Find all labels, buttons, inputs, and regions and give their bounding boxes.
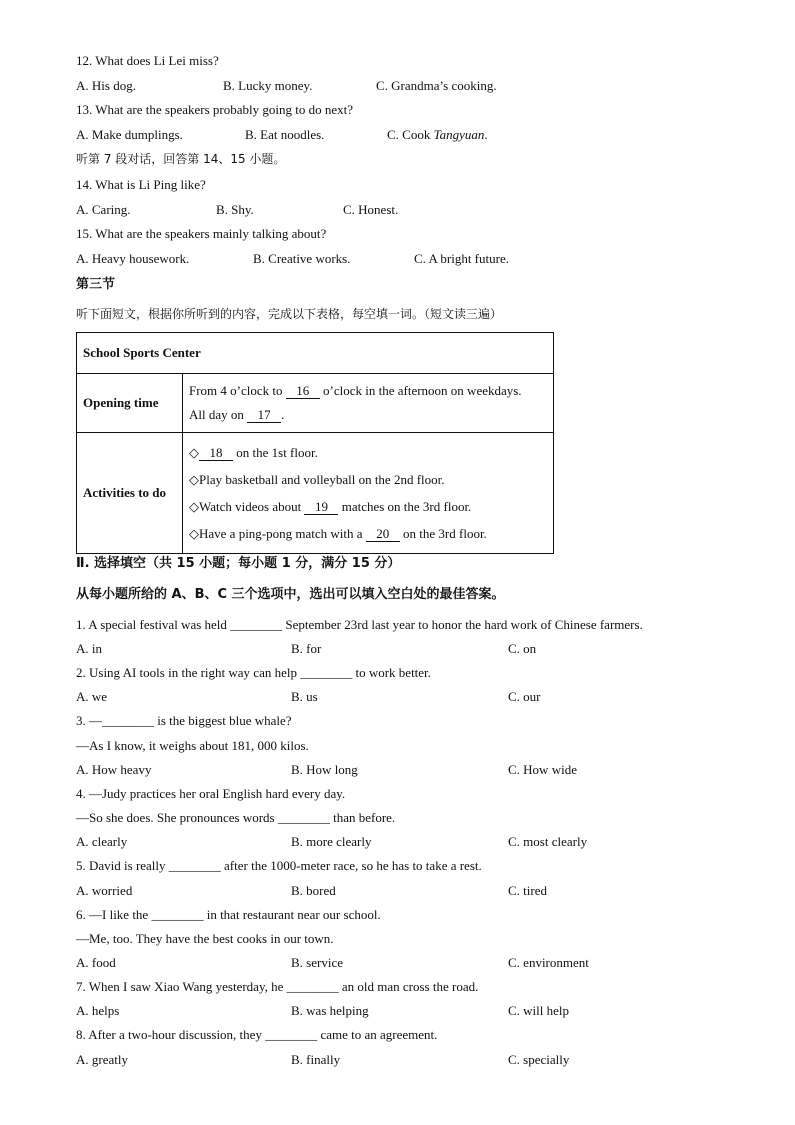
mc-8-option-c: C. specially bbox=[508, 1052, 570, 1067]
mc-8-stem: 8. After a two-hour discussion, they ________ came to an agreement. bbox=[76, 1027, 438, 1042]
instruction-dialog-7: 听第 7 段对话，回答第 14、15 小题。 bbox=[76, 152, 286, 166]
question-15-option-a: A. Heavy housework. bbox=[76, 251, 190, 266]
mc-2-option-c: C. our bbox=[508, 689, 541, 704]
question-13-option-a: A. Make dumplings. bbox=[76, 127, 183, 142]
mc-5-option-b: B. bored bbox=[291, 883, 336, 898]
question-14-option-c: C. Honest. bbox=[343, 202, 399, 217]
mc-6-stem: 6. —I like the ________ in that restaurant near our school. bbox=[76, 907, 381, 922]
table-title: School Sports Center bbox=[77, 333, 554, 374]
mc-3-option-a: A. How heavy bbox=[76, 762, 152, 777]
question-12: 12. What does Li Lei miss? bbox=[76, 53, 219, 68]
mc-2-stem: 2. Using AI tools in the right way can help ________ to work better. bbox=[76, 665, 431, 680]
mc-1-option-b: B. for bbox=[291, 641, 322, 656]
question-12-option-a: A. His dog. bbox=[76, 78, 136, 93]
blank-17[interactable]: 17 bbox=[247, 408, 281, 423]
mc-8-option-a: A. greatly bbox=[76, 1052, 128, 1067]
question-15: 15. What are the speakers mainly talking about? bbox=[76, 226, 327, 241]
sports-center-table bbox=[76, 332, 554, 554]
mc-2-option-b: B. us bbox=[291, 689, 318, 704]
mc-8-option-b: B. finally bbox=[291, 1052, 341, 1067]
question-12-option-b: B. Lucky money. bbox=[223, 78, 313, 93]
question-13: 13. What are the speakers probably going to do next? bbox=[76, 102, 354, 117]
part-2-title: Ⅱ. 选择填空（共 15 小题；每小题 1 分，满分 15 分） bbox=[76, 556, 401, 571]
blank-16[interactable]: 16 bbox=[286, 384, 320, 399]
mc-6-option-a: A. food bbox=[76, 955, 116, 970]
mc-3-option-c: C. How wide bbox=[508, 762, 577, 777]
mc-3-stem-2: —As I know, it weighs about 181, 000 kilos. bbox=[76, 738, 309, 753]
mc-4-option-c: C. most clearly bbox=[508, 834, 588, 849]
question-14-option-b: B. Shy. bbox=[216, 202, 254, 217]
question-13-option-c: C. Cook Tangyuan. bbox=[387, 127, 488, 142]
opening-time-label: Opening time bbox=[77, 374, 183, 433]
question-13-option-b: B. Eat noodles. bbox=[245, 127, 325, 142]
mc-5-stem: 5. David is really ________ after the 1000-meter race, so he has to take a rest. bbox=[76, 858, 482, 873]
section-3-instruction: 听下面短文，根据你所听到的内容，完成以下表格，每空填一词。（短文读三遍） bbox=[76, 307, 503, 321]
mc-4-option-a: A. clearly bbox=[76, 834, 128, 849]
activities-cell bbox=[183, 433, 554, 554]
activity-line-4: ◇Have a ping-pong match with a 20 on the 3rd floor. bbox=[189, 526, 487, 541]
mc-7-stem: 7. When I saw Xiao Wang yesterday, he ________ an old man cross the road. bbox=[76, 979, 479, 994]
blank-19[interactable]: 19 bbox=[304, 500, 338, 515]
question-15-option-b: B. Creative works. bbox=[253, 251, 351, 266]
mc-4-stem: 4. —Judy practices her oral English hard every day. bbox=[76, 786, 346, 801]
part-2-instruction: 从每小题所给的 A、B、C 三个选项中，选出可以填入空白处的最佳答案。 bbox=[76, 587, 505, 602]
activity-line-3: ◇Watch videos about 19 matches on the 3rd floor. bbox=[189, 499, 472, 514]
mc-6-stem-2: —Me, too. They have the best cooks in our town. bbox=[76, 931, 334, 946]
opening-time-line-1: From 4 o’clock to 16 o’clock in the afternoon on weekdays. bbox=[189, 383, 522, 398]
blank-20[interactable]: 20 bbox=[366, 527, 400, 542]
mc-5-option-c: C. tired bbox=[508, 883, 547, 898]
mc-4-stem-2: —So she does. She pronounces words ________ than before. bbox=[76, 810, 396, 825]
tangyuan-italic: Tangyuan bbox=[433, 127, 485, 142]
question-14: 14. What is Li Ping like? bbox=[76, 177, 206, 192]
question-12-option-c: C. Grandma’s cooking. bbox=[376, 78, 497, 93]
activity-line-1: ◇ 18 on the 1st floor. bbox=[189, 445, 318, 460]
mc-5-option-a: A. worried bbox=[76, 883, 133, 898]
mc-1-stem: 1. A special festival was held ________ September 23rd last year to honor the hard work of Chinese farmers. bbox=[76, 617, 643, 632]
question-14-option-a: A. Caring. bbox=[76, 202, 131, 217]
activity-line-2: ◇Play basketball and volleyball on the 2nd floor. bbox=[189, 472, 445, 487]
mc-7-option-a: A. helps bbox=[76, 1003, 120, 1018]
mc-1-option-a: A. in bbox=[76, 641, 102, 656]
mc-6-option-c: C. environment bbox=[508, 955, 589, 970]
mc-3-stem: 3. —________ is the biggest blue whale? bbox=[76, 713, 292, 728]
mc-6-option-b: B. service bbox=[291, 955, 343, 970]
opening-time-cell bbox=[183, 374, 554, 433]
section-3-title: 第三节 bbox=[76, 277, 116, 292]
blank-18[interactable]: 18 bbox=[199, 446, 233, 461]
mc-7-option-b: B. was helping bbox=[291, 1003, 369, 1018]
opening-time-line-2: All day on 17 . bbox=[189, 407, 285, 422]
mc-4-option-b: B. more clearly bbox=[291, 834, 372, 849]
question-15-option-c: C. A bright future. bbox=[414, 251, 509, 266]
mc-3-option-b: B. How long bbox=[291, 762, 358, 777]
activities-label: Activities to do bbox=[77, 433, 183, 554]
mc-7-option-c: C. will help bbox=[508, 1003, 570, 1018]
mc-1-option-c: C. on bbox=[508, 641, 537, 656]
mc-2-option-a: A. we bbox=[76, 689, 108, 704]
